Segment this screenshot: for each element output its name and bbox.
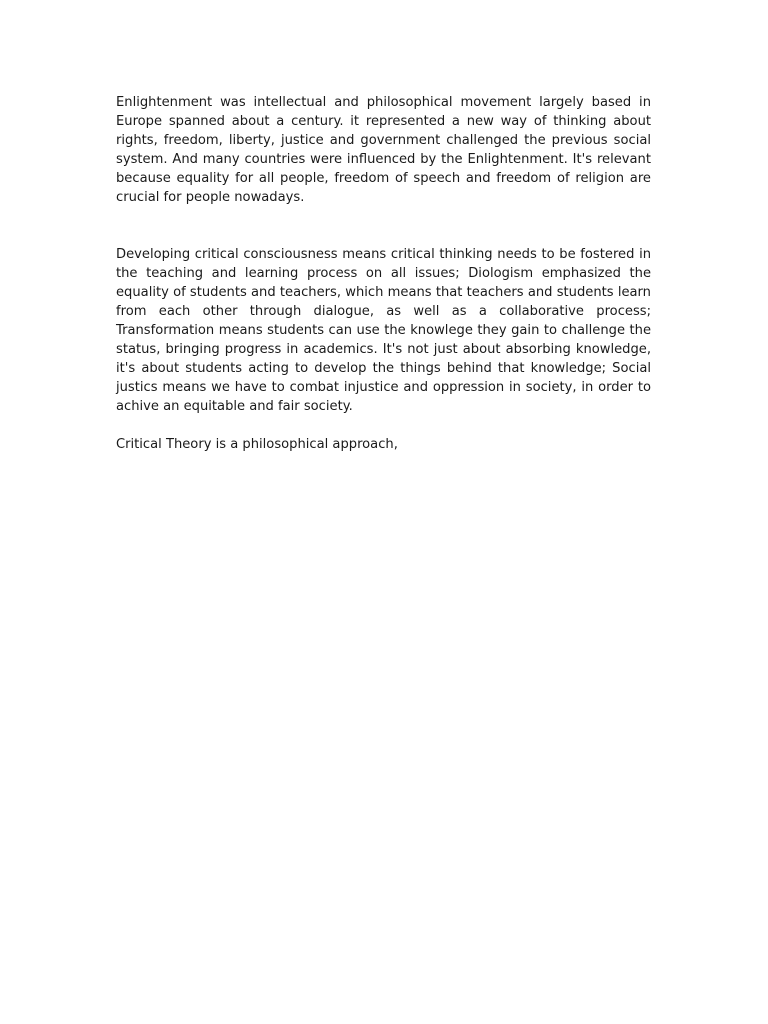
paragraph-critical-theory: Critical Theory is a philosophical approach, [116,437,398,452]
paragraph-critical-consciousness: Developing critical consciousness means critical thinking needs to be fostered in the teaching and learning process on all issues; Diologism emphasized the equality of students and teachers, which means that teachers and students learn from each other through dialogue, as well as a collaborative process; Transformation means students can use the knowlege they gain to challenge the status, bringing progress in academics. It's not just about absorbing knowledge, it's about students acting to develop the things behind that knowledge; Social justics means we have to combat injustice and oppression in society, in order to achive an equitable and fair society. [116,247,651,414]
paragraph-enlightenment: Enlightenment was intellectual and philosophical movement largely based in Europe spanned about a century. it represented a new way of thinking about rights, freedom, liberty, justice and government challenged the previous social system. And many countries were influenced by the Enlightenment. It's relevant because equality for all people, freedom of speech and freedom of religion are crucial for people nowadays. [116,95,651,205]
